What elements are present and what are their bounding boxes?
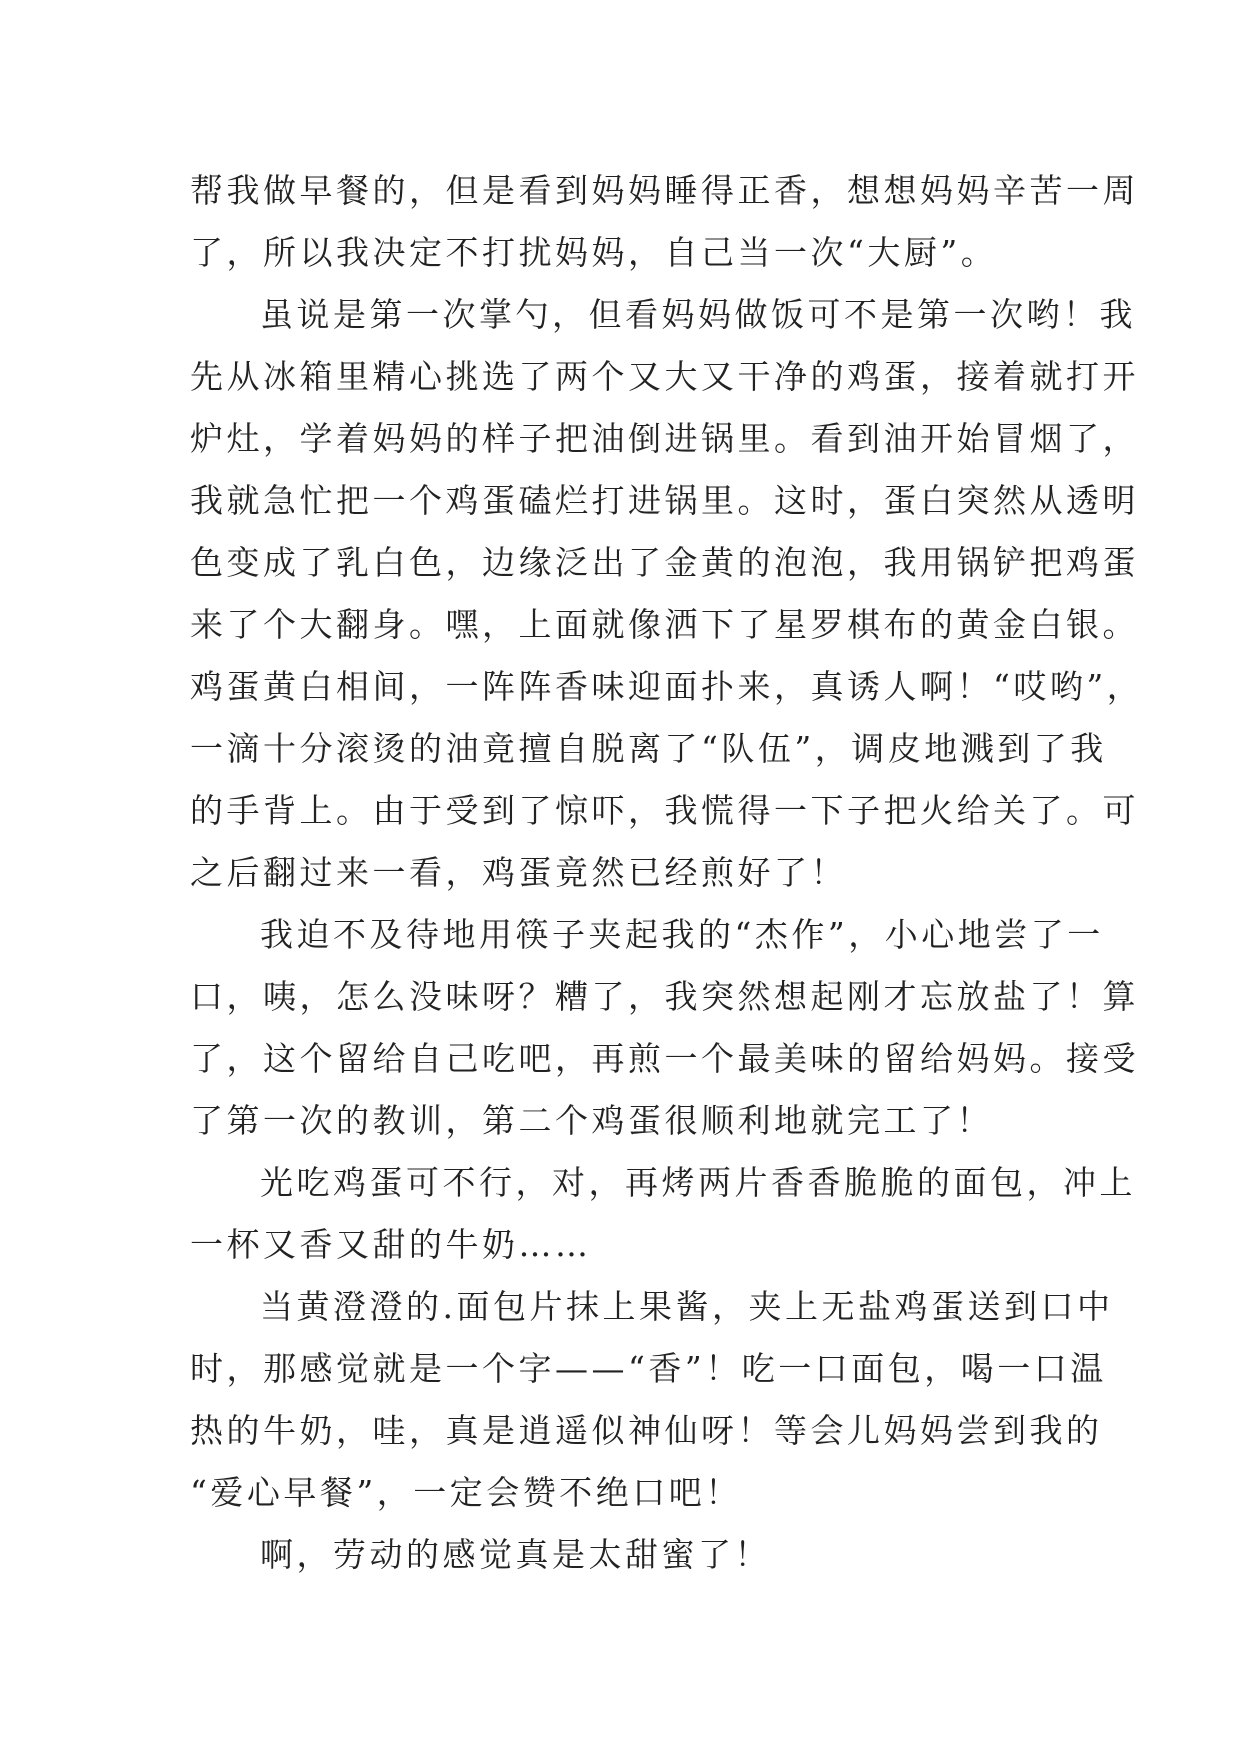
- paragraph-start-line: 当黄澄澄的.面包片抹上果酱，夹上无盐鸡蛋送到口中: [260, 1287, 1114, 1326]
- text-line: “爱心早餐”，一定会赞不绝口吧！: [190, 1473, 742, 1512]
- text-line: 来了个大翻身。嘿，上面就像洒下了星罗棋布的黄金白银。: [190, 605, 1139, 644]
- text-line: 我就急忙把一个鸡蛋磕烂打进锅里。这时，蛋白突然从透明: [190, 481, 1139, 520]
- text-line: 鸡蛋黄白相间，一阵阵香味迎面扑来，真诱人啊！“哎哟”，: [190, 667, 1144, 706]
- paragraph-start-line: 光吃鸡蛋可不行，对，再烤两片香香脆脆的面包，冲上: [260, 1163, 1136, 1202]
- text-line: 之后翻过来一看，鸡蛋竟然已经煎好了！: [190, 853, 847, 892]
- text-line: 一杯又香又甜的牛奶……: [190, 1225, 592, 1264]
- paragraph-start-line: 我迫不及待地用筷子夹起我的“杰作”，小心地尝了一: [260, 915, 1104, 954]
- paragraph-start-line: 啊，劳动的感觉真是太甜蜜了！: [260, 1535, 771, 1574]
- text-line: 了，所以我决定不打扰妈妈，自己当一次“大厨”。: [190, 233, 998, 272]
- text-line: 的手背上。由于受到了惊吓，我慌得一下子把火给关了。可: [190, 791, 1139, 830]
- text-line: 先从冰箱里精心挑选了两个又大又干净的鸡蛋，接着就打开: [190, 357, 1139, 396]
- text-line: 一滴十分滚烫的油竟擅自脱离了“队伍”，调皮地溅到了我: [190, 729, 1107, 768]
- text-line: 了第一次的教训，第二个鸡蛋很顺利地就完工了！: [190, 1101, 993, 1140]
- text-line: 炉灶，学着妈妈的样子把油倒进锅里。看到油开始冒烟了，: [190, 419, 1139, 458]
- text-line: 色变成了乳白色，边缘泛出了金黄的泡泡，我用锅铲把鸡蛋: [190, 543, 1139, 582]
- text-line: 帮我做早餐的，但是看到妈妈睡得正香，想想妈妈辛苦一周: [190, 171, 1139, 210]
- essay-body: [190, 160, 1144, 1586]
- text-line: 了，这个留给自己吃吧，再煎一个最美味的留给妈妈。接受: [190, 1039, 1139, 1078]
- text-line: 热的牛奶，哇，真是逍遥似神仙呀！等会儿妈妈尝到我的: [190, 1411, 1103, 1450]
- text-line: 时，那感觉就是一个字——“香”！吃一口面包，喝一口温: [190, 1349, 1107, 1388]
- paragraph-start-line: 虽说是第一次掌勺，但看妈妈做饭可不是第一次哟！我: [260, 295, 1136, 334]
- text-line: 口，咦，怎么没味呀？糟了，我突然想起刚才忘放盐了！算: [190, 977, 1139, 1016]
